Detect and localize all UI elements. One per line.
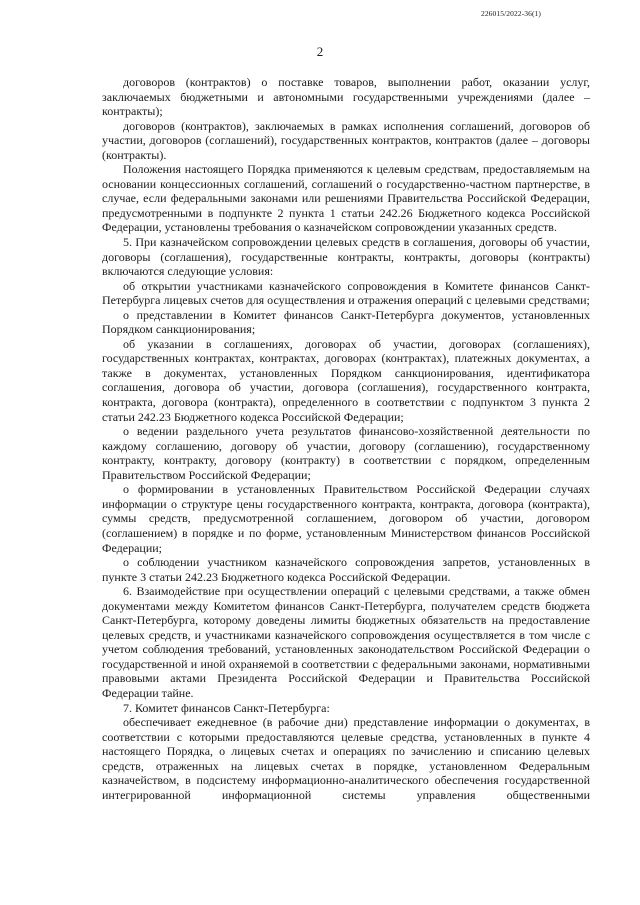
- page-number: 2: [316, 44, 324, 59]
- paragraph-concession-agreements: Положения настоящего Порядка применяются к целевым средствам, предоставляемым на основании концессионных соглашений, соглашений о государственно-частном партнерстве, в случае, если федеральными законами или решениями Правительства Российской Федерации, предусмотренными в подпункте 2 пункта 1 статьи 242.26 Бюджетного кодекса Российской Федерации, установлены требования о казначейском сопровождении указанных средств.: [102, 162, 590, 235]
- paragraph-item-7: 7. Комитет финансов Санкт-Петербурга:: [123, 700, 330, 715]
- paragraph-condition-separate-accounting: о ведении раздельного учета результатов финансово-хозяйственной деятельности по каждому соглашению, договору об участии, договору (соглашению), государственному контракту, контракту, договору (контракту) в соответствии с порядком, определенным Правительством Российской Федерации;: [102, 424, 590, 482]
- paragraph-item-5: 5. При казначейском сопровождении целевых средств в соглашения, договоры об участии, договоры (соглашения), государственные контракты, контракты, договоры (контракты) включаются следующие условия:: [102, 235, 590, 279]
- paragraph-contracts-budget-institutions: договоров (контрактов) о поставке товаров, выполнении работ, оказании услуг, заключаемых бюджетными и автономными государственными учреждениями (далее – контракты);: [102, 75, 590, 119]
- paragraph-condition-submit-documents: о представлении в Комитет финансов Санкт-Петербурга документов, установленных Порядком санкционирования;: [102, 307, 590, 337]
- paragraph-item-7-daily-info: обеспечивает ежедневное (в рабочие дни) представление информации о документах, в соответствии с которыми предоставляются целевые средства, установленных в пункте 4 настоящего Порядка, о лицевых счетах и операциях по зачислению и списанию целевых средств, отраженных на лицевых счетах в порядке, установленном Федеральным казначейством, в подсистему информационно-аналитического обеспечения государственной интегрированной информационной системы управления общественными: [102, 715, 590, 802]
- paragraph-condition-identifier: об указании в соглашениях, договорах об участии, договорах (соглашениях), государственных контрактах, контрактах, договорах (контрактах), платежных документах, а также в документах, установленных Порядком санкционирования, идентификатора соглашения, договора об участии, договора (соглашения), государственного контракта, контракта, договора (контракта), определенного в соответствии с подпунктом 3 пункта 2 статьи 242.23 Бюджетного кодекса Российской Федерации;: [102, 336, 590, 424]
- paragraph-item-6: 6. Взаимодействие при осуществлении операций с целевыми средствами, а также обмен документами между Комитетом финансов Санкт-Петербурга, получателем средств бюджета Санкт-Петербурга, которому доведены лимиты бюджетных обязательств на предоставление целевых средств, и участниками казначейского сопровождения осуществляется в том числе с учетом соблюдения требований, установленных законодательством Российской Федерации о государственной и иной охраняемой в соответствии с федеральными законами, нормативными правовыми актами Президента Российской Федерации и Правительства Российской Федерации тайне.: [102, 584, 590, 700]
- paragraph-condition-price-structure: о формировании в установленных Правительством Российской Федерации случаях информации о структуре цены государственного контракта, контракта, договора (контракта), суммы средств, предусмотренной соглашением, договором об участии, договором (соглашением) в порядке и по форме, установленным Министерством финансов Российской Федерации;: [102, 482, 590, 555]
- document-body: [102, 75, 590, 802]
- paragraph-condition-open-accounts: об открытии участниками казначейского сопровождения в Комитете финансов Санкт-Петербурга лицевых счетов для осуществления и отражения операций с целевыми средствами;: [102, 278, 590, 308]
- paragraph-condition-prohibitions: о соблюдении участником казначейского сопровождения запретов, установленных в пункте 3 статьи 242.23 Бюджетного кодекса Российской Федерации.: [102, 555, 590, 584]
- document-registration-code: 226015/2022-36(1): [480, 9, 541, 18]
- paragraph-contracts-within-agreements: договоров (контрактов), заключаемых в рамках исполнения соглашений, договоров об участии, договоров (соглашений), государственных контрактов, контрактов (далее – договоры (контракты).: [102, 118, 590, 162]
